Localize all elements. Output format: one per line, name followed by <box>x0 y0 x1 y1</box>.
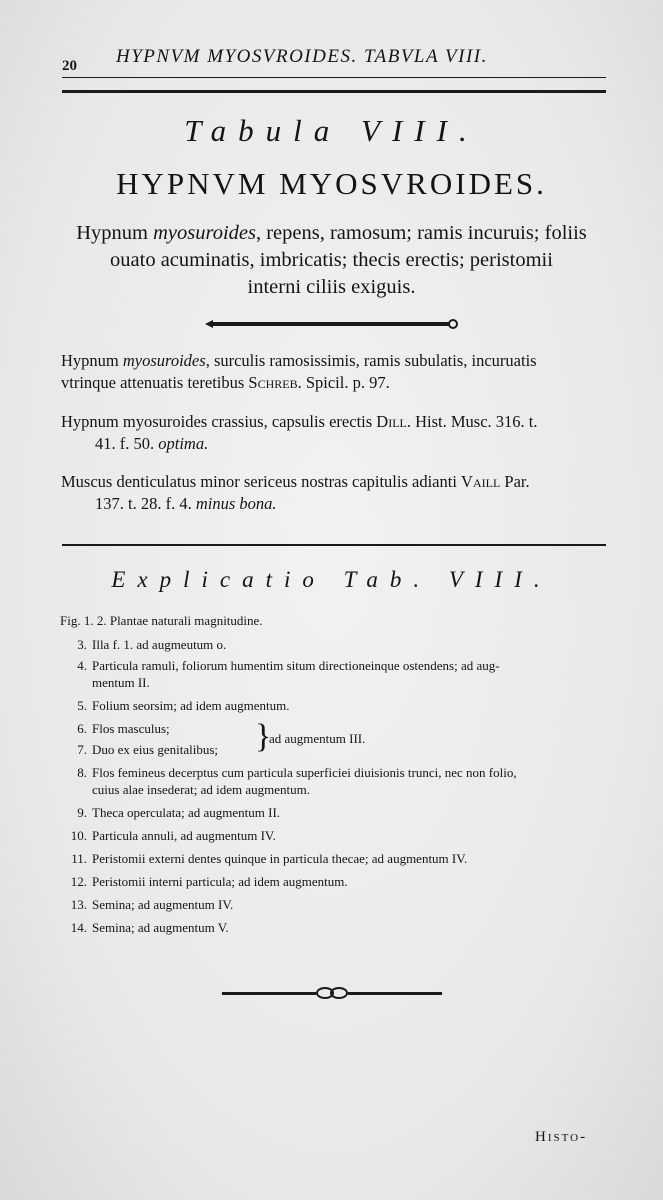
legend-item: 14. Semina; ad augmentum V. <box>70 920 229 935</box>
legend-item: 12. Peristomii interni particula; ad idem augmentum. <box>70 874 348 889</box>
brace-icon: } <box>255 718 272 755</box>
ornament-divider-bottom <box>222 985 442 1001</box>
species-title: HYPNVM MYOSVROIDES. <box>116 166 547 201</box>
legend-item-continued: cuius alae insederat; ad idem augmentum. <box>92 782 311 797</box>
legend-item: 8. Flos femineus decerptus cum particula superficiei diuisionis trunci, nec non folio, <box>77 765 517 780</box>
ornament-divider <box>205 317 460 331</box>
running-title: HYPNVM MYOSVROIDES. TABVLA VIII. <box>116 46 488 67</box>
figure-legend <box>60 612 263 629</box>
header-rule-thick <box>62 90 606 93</box>
page-number: 20 <box>62 58 77 74</box>
species-diagnosis <box>0 220 663 301</box>
legend-item: 7. Duo ex eius genitalibus; <box>77 742 219 757</box>
diagnosis-line-3: interni ciliis exiguis. <box>247 276 416 298</box>
catchword: Histo- <box>535 1129 588 1145</box>
diagnosis-line-1: Hypnum myosuroides, repens, ramosum; ramis incuruis; foliis <box>76 222 587 244</box>
legend-item-continued: mentum II. <box>92 675 150 690</box>
legend-item: 13. Semina; ad augmentum IV. <box>70 897 234 912</box>
legend-item: 11. Peristomii externi dentes quinque in particula thecae; ad augmentum IV. <box>71 851 468 866</box>
section-rule <box>62 544 606 546</box>
reference-3: Muscus denticulatus minor sericeus nostras capitulis adianti Vaill Par. 137. t. 28. f. 4. minus bona. <box>61 472 530 513</box>
explanation-heading: Explicatio Tab. VIII. <box>111 567 552 592</box>
brace-label: ad augmentum III. <box>269 731 366 746</box>
legend-item: 9. Theca operculata; ad augmentum II. <box>77 805 281 820</box>
legend-item: 5. Folium seorsim; ad idem augmentum. <box>77 698 290 713</box>
header-rule-thin <box>62 77 606 78</box>
diagnosis-line-2: ouato acuminatis, imbricatis; thecis erectis; peristomii <box>110 249 553 271</box>
legend-item: 6. Flos masculus; <box>77 721 170 736</box>
figure-legend-list <box>65 636 517 936</box>
legend-item: 3. Illa f. 1. ad augmeutum o. <box>77 637 227 652</box>
plate-title: Tabula VIII. <box>184 113 479 148</box>
legend-brace-group <box>65 720 517 760</box>
legend-item: Fig. 1. 2. Plantae naturali magnitudine. <box>60 613 263 628</box>
reference-1: Hypnum myosuroides, surculis ramosissimis, ramis subulatis, incuruatis vtrinque attenuatis teretibus Schreb. Spicil. p. 97. <box>61 351 537 392</box>
legend-item: 10. Particula annuli, ad augmentum IV. <box>70 828 276 843</box>
reference-2: Hypnum myosuroides crassius, capsulis erectis Dill. Hist. Musc. 316. t. 41. f. 50. optima. <box>61 412 538 453</box>
legend-item: 4. Particula ramuli, foliorum humentim situm directioneinque ostendens; ad aug- <box>77 658 500 673</box>
